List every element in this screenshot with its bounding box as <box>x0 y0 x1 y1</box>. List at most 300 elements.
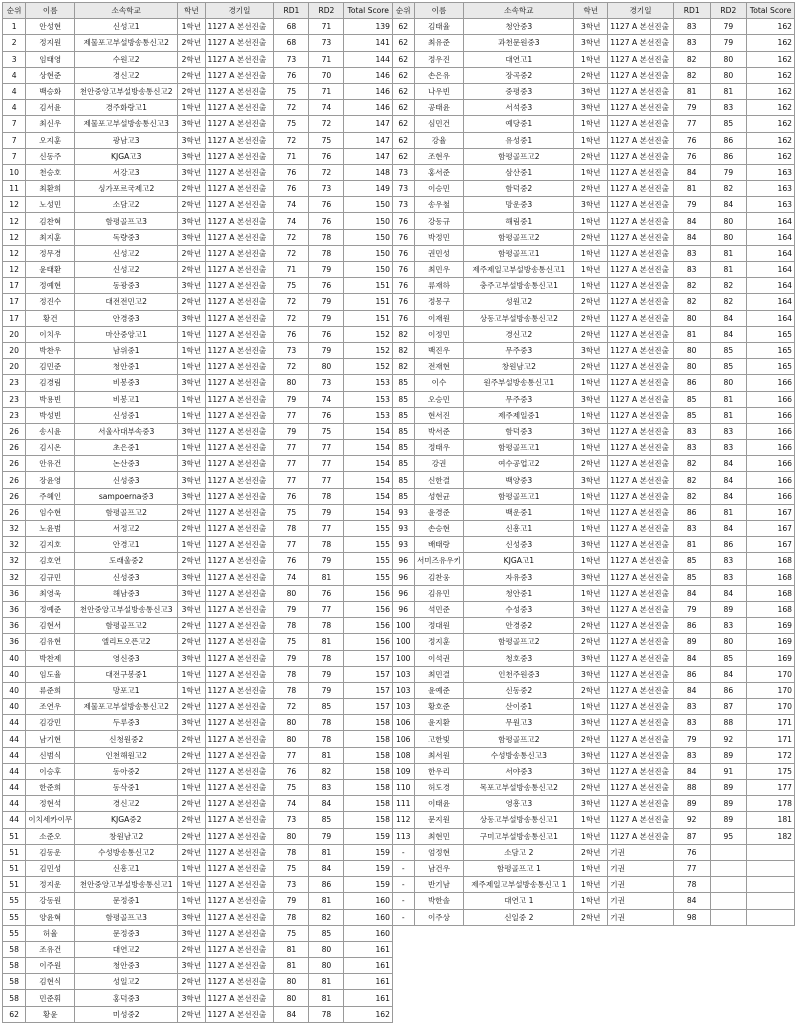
right-cell-grade: 3학년 <box>574 472 608 488</box>
right-cell-rd2: 79 <box>710 19 747 35</box>
left-cell-name: 김경림 <box>26 375 75 391</box>
right-cell-match-day: 1127 A 본선진출 <box>608 601 674 617</box>
right-cell-rd1: 81 <box>673 83 710 99</box>
left-cell-total: 152 <box>344 326 393 342</box>
right-cell-match-day: 1127 A 본선진출 <box>608 699 674 715</box>
right-cell-school: 삼산중1 <box>464 164 574 180</box>
left-cell-name: 남기현 <box>26 731 75 747</box>
left-cell-rd1: 75 <box>274 278 309 294</box>
right-cell-school: 자유중3 <box>464 569 574 585</box>
right-cell-school: 경신고2 <box>464 326 574 342</box>
header-name: 이름 <box>414 3 464 19</box>
right-cell-name: 최유준 <box>414 35 464 51</box>
right-empty-cell <box>747 958 795 974</box>
left-cell-match-day: 1127 A 본선진출 <box>205 941 274 957</box>
left-cell-school: 소담고2 <box>75 197 178 213</box>
right-cell-rank: - <box>392 844 414 860</box>
right-cell-grade: 2학년 <box>574 67 608 83</box>
left-cell-match-day: 1127 A 본선진출 <box>205 488 274 504</box>
right-cell-school: 함덕중3 <box>464 423 574 439</box>
right-empty-cell <box>464 941 574 957</box>
right-cell-grade: 1학년 <box>574 699 608 715</box>
left-cell-rank: 12 <box>3 245 26 261</box>
right-cell-grade: 2학년 <box>574 909 608 925</box>
left-cell-grade: 1학년 <box>178 407 205 423</box>
left-cell-match-day: 1127 A 본선진출 <box>205 699 274 715</box>
right-cell-name: 김유민 <box>414 585 464 601</box>
right-empty-cell <box>608 941 674 957</box>
left-cell-rank: 40 <box>3 699 26 715</box>
right-cell-total: 167 <box>747 504 795 520</box>
right-cell-rank: 62 <box>392 116 414 132</box>
right-cell-rd1: 76 <box>673 148 710 164</box>
left-cell-grade: 2학년 <box>178 731 205 747</box>
left-cell-grade: 2학년 <box>178 699 205 715</box>
left-cell-school: 동광중3 <box>75 278 178 294</box>
left-cell-name: 김강민 <box>26 715 75 731</box>
left-cell-rd1: 78 <box>274 682 309 698</box>
right-cell-school: 소담고 2 <box>464 844 574 860</box>
right-cell-name: 홍서준 <box>414 164 464 180</box>
left-cell-name: 김민성 <box>26 860 75 876</box>
right-cell-rd1: 80 <box>673 310 710 326</box>
right-cell-match-day: 1127 A 본선진출 <box>608 35 674 51</box>
left-cell-rank: 32 <box>3 521 26 537</box>
left-cell-rd1: 76 <box>274 67 309 83</box>
left-cell-grade: 3학년 <box>178 585 205 601</box>
left-cell-school: 문정중1 <box>75 893 178 909</box>
left-cell-match-day: 1127 A 본선진출 <box>205 747 274 763</box>
left-cell-grade: 2학년 <box>178 181 205 197</box>
right-cell-rd2: 84 <box>710 197 747 213</box>
left-cell-name: 김지호 <box>26 537 75 553</box>
left-cell-rank: 44 <box>3 715 26 731</box>
left-cell-school: 천안중앙고부설방송통신고1 <box>75 877 178 893</box>
right-empty-cell <box>747 1006 795 1022</box>
right-cell-rank: 62 <box>392 100 414 116</box>
left-cell-name: 김규민 <box>26 569 75 585</box>
left-cell-name: 김찬혁 <box>26 213 75 229</box>
right-cell-match-day: 1127 A 본선진출 <box>608 780 674 796</box>
right-cell-school: 서야중3 <box>464 763 574 779</box>
right-cell-grade: 3학년 <box>574 537 608 553</box>
left-cell-rank: 36 <box>3 618 26 634</box>
left-cell-rd1: 72 <box>274 229 309 245</box>
left-cell-grade: 1학년 <box>178 893 205 909</box>
right-cell-name: 문지원 <box>414 812 464 828</box>
table-row <box>3 925 795 941</box>
right-empty-cell <box>414 1006 464 1022</box>
left-cell-name: 송시윤 <box>26 423 75 439</box>
left-cell-grade: 2학년 <box>178 828 205 844</box>
left-cell-total: 155 <box>344 521 393 537</box>
left-cell-school: 서정고2 <box>75 521 178 537</box>
right-cell-rank: 96 <box>392 585 414 601</box>
left-cell-rd1: 80 <box>274 731 309 747</box>
left-cell-match-day: 1127 A 본선진출 <box>205 375 274 391</box>
left-cell-grade: 1학년 <box>178 440 205 456</box>
left-cell-school: 천안중앙고부설방송통신고2 <box>75 83 178 99</box>
right-cell-school: 함평골프고 1 <box>464 860 574 876</box>
right-cell-total: 162 <box>747 148 795 164</box>
left-cell-rank: 17 <box>3 294 26 310</box>
left-cell-grade: 3학년 <box>178 423 205 439</box>
left-cell-match-day: 1127 A 본선진출 <box>205 440 274 456</box>
left-cell-name: 신범식 <box>26 747 75 763</box>
left-cell-school: 서울사대부속중3 <box>75 423 178 439</box>
right-empty-cell <box>608 1006 674 1022</box>
right-cell-school: 대연고 1 <box>464 893 574 909</box>
left-cell-school: 인천해원고2 <box>75 747 178 763</box>
left-cell-rank: 40 <box>3 650 26 666</box>
right-cell-rd1: 82 <box>673 456 710 472</box>
table-row <box>3 715 795 731</box>
right-cell-match-day: 기권 <box>608 893 674 909</box>
table-row <box>3 359 795 375</box>
right-cell-school: 무원고3 <box>464 715 574 731</box>
left-cell-name: 윤태환 <box>26 262 75 278</box>
left-cell-match-day: 1127 A 본선진출 <box>205 181 274 197</box>
left-cell-match-day: 1127 A 본선진출 <box>205 35 274 51</box>
right-cell-rank: 62 <box>392 35 414 51</box>
left-cell-name: 김서윤 <box>26 100 75 116</box>
left-cell-rank: 7 <box>3 132 26 148</box>
table-row <box>3 148 795 164</box>
left-cell-rd2: 82 <box>309 763 344 779</box>
left-cell-rd2: 72 <box>309 164 344 180</box>
left-cell-rd2: 79 <box>309 294 344 310</box>
left-cell-name: 안유건 <box>26 456 75 472</box>
left-cell-total: 156 <box>344 618 393 634</box>
left-cell-rank: 20 <box>3 359 26 375</box>
table-row <box>3 164 795 180</box>
left-cell-rd2: 80 <box>309 958 344 974</box>
left-cell-total: 157 <box>344 699 393 715</box>
left-cell-rank: 23 <box>3 391 26 407</box>
right-cell-total: 165 <box>747 359 795 375</box>
right-cell-rank: 85 <box>392 472 414 488</box>
right-cell-match-day: 1127 A 본선진출 <box>608 618 674 634</box>
header-total: Total Score <box>747 3 795 19</box>
right-cell-grade: 3학년 <box>574 666 608 682</box>
table-row <box>3 763 795 779</box>
right-cell-rd1: 80 <box>673 342 710 358</box>
right-cell-school: 함평골프고2 <box>464 634 574 650</box>
left-cell-rd2: 73 <box>309 181 344 197</box>
left-cell-school: 제물포고부설방송통신고3 <box>75 116 178 132</box>
table-row <box>3 326 795 342</box>
left-cell-rd2: 79 <box>309 310 344 326</box>
right-cell-total: 166 <box>747 423 795 439</box>
left-cell-rank: 4 <box>3 67 26 83</box>
right-empty-cell <box>414 958 464 974</box>
left-cell-rd2: 76 <box>309 278 344 294</box>
left-cell-total: 150 <box>344 262 393 278</box>
right-cell-name: 황호준 <box>414 699 464 715</box>
right-cell-match-day: 1127 A 본선진출 <box>608 83 674 99</box>
left-cell-grade: 2학년 <box>178 844 205 860</box>
right-cell-total: 164 <box>747 262 795 278</box>
left-cell-rd2: 71 <box>309 83 344 99</box>
left-cell-school: 동삭중1 <box>75 780 178 796</box>
right-cell-grade: 3학년 <box>574 197 608 213</box>
left-cell-grade: 3학년 <box>178 990 205 1006</box>
left-cell-name: 신동주 <box>26 148 75 164</box>
left-cell-rd2: 76 <box>309 326 344 342</box>
left-cell-school: 성일고2 <box>75 974 178 990</box>
right-cell-rd2: 82 <box>710 181 747 197</box>
left-cell-rd2: 77 <box>309 456 344 472</box>
right-cell-rank: 96 <box>392 569 414 585</box>
left-cell-total: 154 <box>344 472 393 488</box>
left-cell-total: 144 <box>344 51 393 67</box>
left-cell-school: 안경중3 <box>75 310 178 326</box>
right-cell-match-day: 1127 A 본선진출 <box>608 521 674 537</box>
right-cell-rank: 85 <box>392 407 414 423</box>
left-cell-school: 신성고2 <box>75 262 178 278</box>
right-cell-grade: 1학년 <box>574 521 608 537</box>
right-cell-grade: 2학년 <box>574 682 608 698</box>
left-cell-total: 158 <box>344 812 393 828</box>
right-empty-cell <box>710 941 747 957</box>
table-row <box>3 197 795 213</box>
left-cell-rank: 17 <box>3 278 26 294</box>
left-cell-rank: 3 <box>3 51 26 67</box>
left-cell-rd1: 75 <box>274 780 309 796</box>
left-cell-total: 139 <box>344 19 393 35</box>
left-cell-rank: 51 <box>3 860 26 876</box>
left-cell-name: 박용빈 <box>26 391 75 407</box>
left-cell-rd1: 74 <box>274 796 309 812</box>
table-row <box>3 213 795 229</box>
right-cell-match-day: 1127 A 본선진출 <box>608 682 674 698</box>
left-cell-match-day: 1127 A 본선진출 <box>205 828 274 844</box>
right-cell-grade: 1학년 <box>574 860 608 876</box>
left-cell-rd1: 80 <box>274 828 309 844</box>
table-row <box>3 601 795 617</box>
right-cell-name: 강권 <box>414 456 464 472</box>
right-empty-cell <box>414 941 464 957</box>
right-cell-grade: 2학년 <box>574 731 608 747</box>
left-cell-match-day: 1127 A 본선진출 <box>205 359 274 375</box>
right-cell-grade: 1학년 <box>574 116 608 132</box>
right-cell-grade: 3학년 <box>574 423 608 439</box>
right-cell-total: 170 <box>747 699 795 715</box>
left-cell-rd2: 84 <box>309 860 344 876</box>
left-cell-total: 147 <box>344 148 393 164</box>
right-cell-name: 이석권 <box>414 650 464 666</box>
right-empty-cell <box>747 990 795 1006</box>
left-cell-grade: 1학년 <box>178 19 205 35</box>
right-cell-rank: 76 <box>392 229 414 245</box>
right-cell-rank: 76 <box>392 245 414 261</box>
right-cell-total <box>747 844 795 860</box>
left-cell-name: 최영욱 <box>26 585 75 601</box>
header-rd1: RD1 <box>274 3 309 19</box>
left-cell-rd1: 68 <box>274 19 309 35</box>
right-cell-match-day: 1127 A 본선진출 <box>608 666 674 682</box>
left-cell-rd2: 79 <box>309 682 344 698</box>
right-cell-name: 정몽구 <box>414 294 464 310</box>
left-cell-match-day: 1127 A 본선진출 <box>205 164 274 180</box>
table-row <box>3 828 795 844</box>
left-cell-rd2: 76 <box>309 213 344 229</box>
left-cell-school: 함평골프고2 <box>75 618 178 634</box>
left-cell-name: 상현준 <box>26 67 75 83</box>
right-cell-name: 정태우 <box>414 440 464 456</box>
right-cell-total: 167 <box>747 537 795 553</box>
right-cell-grade: 1학년 <box>574 132 608 148</box>
right-cell-match-day: 1127 A 본선진출 <box>608 197 674 213</box>
left-cell-rank: 7 <box>3 148 26 164</box>
right-cell-rd1: 82 <box>673 278 710 294</box>
left-cell-name: 조연우 <box>26 699 75 715</box>
right-cell-rank: 82 <box>392 326 414 342</box>
left-cell-school: 독량중3 <box>75 229 178 245</box>
right-cell-rd1: 88 <box>673 780 710 796</box>
left-cell-grade: 3학년 <box>178 601 205 617</box>
right-empty-cell <box>710 958 747 974</box>
left-cell-rank: 40 <box>3 666 26 682</box>
right-cell-match-day: 1127 A 본선진출 <box>608 747 674 763</box>
left-cell-rank: 20 <box>3 326 26 342</box>
left-cell-school: 신성중3 <box>75 569 178 585</box>
right-cell-total: 164 <box>747 294 795 310</box>
right-cell-grade: 3학년 <box>574 747 608 763</box>
right-cell-rd2: 84 <box>710 326 747 342</box>
right-cell-name: 손은유 <box>414 67 464 83</box>
right-cell-school: 무주중3 <box>464 391 574 407</box>
left-cell-match-day: 1127 A 본선진출 <box>205 731 274 747</box>
left-cell-rd2: 75 <box>309 423 344 439</box>
left-cell-grade: 1학년 <box>178 780 205 796</box>
left-cell-grade: 2학년 <box>178 504 205 520</box>
left-cell-rank: 58 <box>3 958 26 974</box>
right-cell-total: 169 <box>747 650 795 666</box>
table-row <box>3 666 795 682</box>
right-cell-rank: 62 <box>392 148 414 164</box>
right-empty-cell <box>464 974 574 990</box>
left-cell-total: 157 <box>344 650 393 666</box>
left-cell-match-day: 1127 A 본선진출 <box>205 83 274 99</box>
left-cell-match-day: 1127 A 본선진출 <box>205 682 274 698</box>
right-cell-total: 166 <box>747 407 795 423</box>
table-row <box>3 456 795 472</box>
right-cell-grade: 2학년 <box>574 181 608 197</box>
left-cell-grade: 2학년 <box>178 83 205 99</box>
left-cell-school: 신성중3 <box>75 472 178 488</box>
right-cell-rank: - <box>392 877 414 893</box>
left-cell-name: 박찬제 <box>26 650 75 666</box>
right-cell-school: 영흥고3 <box>464 796 574 812</box>
right-empty-cell <box>574 958 608 974</box>
right-cell-total: 168 <box>747 601 795 617</box>
right-cell-rd1: 83 <box>673 35 710 51</box>
right-cell-name: 반기남 <box>414 877 464 893</box>
left-cell-rd2: 78 <box>309 488 344 504</box>
right-cell-name: 이승민 <box>414 181 464 197</box>
left-cell-match-day: 1127 A 본선진출 <box>205 472 274 488</box>
right-cell-match-day: 1127 A 본선진출 <box>608 537 674 553</box>
right-cell-name: 정대원 <box>414 618 464 634</box>
left-cell-grade: 2학년 <box>178 245 205 261</box>
left-cell-name: 임수현 <box>26 504 75 520</box>
left-cell-name: 안성현 <box>26 19 75 35</box>
left-cell-total: 158 <box>344 715 393 731</box>
table-row <box>3 682 795 698</box>
right-cell-school: 신동중2 <box>464 682 574 698</box>
left-cell-match-day: 1127 A 본선진출 <box>205 116 274 132</box>
right-cell-school: 함덕중2 <box>464 181 574 197</box>
header-rank: 순위 <box>3 3 26 19</box>
right-cell-school: 예당중1 <box>464 116 574 132</box>
right-cell-total: 162 <box>747 19 795 35</box>
right-cell-grade: 1학년 <box>574 213 608 229</box>
right-cell-school: 제주제일고부설방송통신고1 <box>464 262 574 278</box>
left-cell-match-day: 1127 A 본선진출 <box>205 51 274 67</box>
left-cell-rd1: 75 <box>274 860 309 876</box>
table-row <box>3 796 795 812</box>
table-row <box>3 618 795 634</box>
right-cell-rd2: 80 <box>710 67 747 83</box>
left-cell-grade: 1학년 <box>178 391 205 407</box>
right-cell-match-day: 1127 A 본선진출 <box>608 456 674 472</box>
left-cell-grade: 1학년 <box>178 359 205 375</box>
left-cell-school: 제물포고부설방송통신고2 <box>75 35 178 51</box>
left-cell-match-day: 1127 A 본선진출 <box>205 310 274 326</box>
right-empty-cell <box>608 990 674 1006</box>
header-rd2: RD2 <box>309 3 344 19</box>
right-cell-match-day: 1127 A 본선진출 <box>608 763 674 779</box>
left-cell-rank: 44 <box>3 731 26 747</box>
left-cell-school: 홍덕중3 <box>75 990 178 1006</box>
left-cell-match-day: 1127 A 본선진출 <box>205 796 274 812</box>
left-cell-rank: 2 <box>3 35 26 51</box>
right-cell-total: 182 <box>747 828 795 844</box>
right-cell-rd1: 82 <box>673 67 710 83</box>
left-cell-total: 151 <box>344 278 393 294</box>
right-cell-match-day: 1127 A 본선진출 <box>608 213 674 229</box>
right-cell-rd1: 82 <box>673 472 710 488</box>
left-cell-grade: 3학년 <box>178 456 205 472</box>
left-cell-grade: 3학년 <box>178 132 205 148</box>
right-cell-rd1: 83 <box>673 262 710 278</box>
left-cell-school: 대연고2 <box>75 941 178 957</box>
right-cell-grade: 2학년 <box>574 780 608 796</box>
left-cell-rd1: 71 <box>274 262 309 278</box>
right-cell-match-day: 기권 <box>608 909 674 925</box>
left-cell-school: 서강고3 <box>75 164 178 180</box>
left-cell-school: 신성고2 <box>75 245 178 261</box>
right-empty-cell <box>608 974 674 990</box>
right-cell-rd2: 80 <box>710 229 747 245</box>
table-row <box>3 116 795 132</box>
left-cell-grade: 3학년 <box>178 148 205 164</box>
left-cell-match-day: 1127 A 본선진출 <box>205 423 274 439</box>
right-cell-name: 김찬웅 <box>414 569 464 585</box>
left-cell-name: 민준휘 <box>26 990 75 1006</box>
left-cell-total: 155 <box>344 569 393 585</box>
table-row <box>3 650 795 666</box>
left-cell-rd2: 78 <box>309 229 344 245</box>
right-cell-grade: 2학년 <box>574 618 608 634</box>
right-cell-rd1: 85 <box>673 407 710 423</box>
left-cell-grade: 3학년 <box>178 116 205 132</box>
left-cell-school: 도래울중2 <box>75 553 178 569</box>
left-cell-total: 155 <box>344 553 393 569</box>
right-cell-school: 함평골프고1 <box>464 245 574 261</box>
right-cell-grade: 3학년 <box>574 796 608 812</box>
